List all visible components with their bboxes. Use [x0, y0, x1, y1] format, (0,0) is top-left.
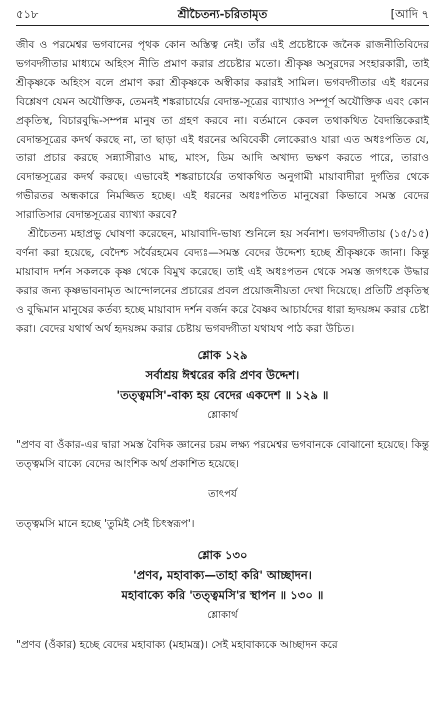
verse-130-line-2: মহাবাক্যে করি 'তত্ত্বমসি'র স্থাপন ॥ ১৩০ ॥ — [121, 588, 324, 602]
verse-129-heading: শ্লোক ১২৯ — [197, 347, 248, 362]
verse-129-purport: তত্ত্বমসি মানে হচ্ছে 'তুমিই সেই চিৎস্বরূপ'। — [16, 518, 195, 530]
verse-129-line-1: সর্বাশ্রয় ঈশ্বরের করি প্রণব উদ্দেশ। — [145, 367, 300, 382]
page-number: ৫১৮ — [16, 7, 39, 21]
verse-129-translation: "প্রণব বা ওঁকার-এর দ্বারা সমস্ত বৈদিক জ্ঞানের চরম লক্ষ্য পরমেশ্বর ভগবানকে বোঝানো হয়েছে। কিন্তু তত্ত্বমসি বাক্যে বেদের আংশিক অর্থ প্রকাশিত হয়েছে। — [16, 439, 429, 470]
chapter-reference: [আদি ৭ — [390, 7, 429, 21]
verse-129-line-2: 'তত্ত্বমসি'-বাক্য হয় বেদের একদেশ ॥ ১২৯ ॥ — [116, 388, 329, 402]
verse-130-heading: শ্লোক ১৩০ — [197, 547, 248, 562]
page-header — [16, 6, 429, 24]
verse-130-line-1: 'প্রণব, মহাবাক্য—তাহা করি' আচ্ছাদন। — [133, 567, 312, 582]
book-title: শ্রীচৈতন্য-চরিতামৃত — [177, 7, 268, 21]
verse-129-purport-label: তাৎপর্য — [208, 488, 237, 500]
purport-paragraph-1: জীব ও পরমেশ্বর ভগবানের পৃথক কোন অস্তিত্ব নেই। তাঁর এই প্রচেষ্টাকে জনৈক রাজনীতিবিদের ভগবদ্গীতার মাধ্যমে অহিংস নীতি প্রমাণ করার প্রচেষ্টার মতো। শ্রীকৃষ্ণ অসুরদের সংহারকারী, তাই শ্রীকৃষ্ণকে অহিংস বলে প্রমাণ করা শ্রীকৃষ্ণকে অস্বীকার করারই সামিল। ভগবদ্গীতার এই ধরনের বিশ্লেষণ যেমন অযৌক্তিক, তেমনই শঙ্করাচার্যের বেদান্ত-সূত্রের ব্যাখ্যাও সম্পূর্ণ অযৌক্তিক এবং কোন প্রকৃতিস্থ, বিচারবুদ্ধি-সম্পন্ন মানুষ তা গ্রহণ করবে না। বর্তমানে কেবল তথাকথিত বৈদান্তিকেরাই বেদান্তসূত্রের কদর্থ করছে না, তা ছাড়া এই ধরনের অবিবেকী লোকেরাও যারা এত অধঃপতিত যে, তারা প্রচার করছে সন্ন্যাসীরাও মাছ, মাংস, ডিম আদি অখাদ্য ভক্ষণ করতে পারে, তারাও বেদান্তসূত্রের কদর্থ করছে। এভাবেই শঙ্করাচার্যের তথাকথিত অনুগামী মায়াবাদীরা দুর্গতির থেকে গভীরতর অন্ধকারে নিমজ্জিত হচ্ছে। এই ধরনের অধঃপতিত মানুষেরা কিভাবে সমস্ত বেদের সারাতিসার বেদান্তসূত্রের ব্যাখ্যা করবে? — [16, 39, 429, 222]
purport-paragraph-2: শ্রীচৈতন্য মহাপ্রভু ঘোষণা করেছেন, মায়াবাদি-ভাষ্য শুনিলে হয় সর্বনাশ। ভগবদ্গীতায় (১৫/১৫) বর্ণনা করা হয়েছে, বেদৈশ্চ সর্বৈরহমেব বেদ্যঃ—সমস্ত বেদের উদ্দেশ্য হচ্ছে শ্রীকৃষ্ণকে জানা। কিন্তু মায়াবাদ দর্শন সকলকে কৃষ্ণ থেকে বিমুখ করেছে। তাই এই অধঃপতন থেকে সমস্ত জগৎকে উদ্ধার করার জন্য কৃষ্ণভাবনামৃত আন্দোলনের প্রচারের প্রবল প্রয়োজনীয়তা দেখা দিয়েছে। প্রতিটি প্রকৃতিস্থ ও বুদ্ধিমান মানুষের কর্তব্য হচ্ছে মায়াবাদ দর্শন বর্জন করে বৈষ্ণব আচার্যদের ধারা হৃদয়ঙ্গম করার চেষ্টা করা। বেদের যথার্থ অর্থ হৃদয়ঙ্গম করার চেষ্টায় ভগবদ্গীতা যথাযথ পাঠ করা উচিত। — [16, 228, 429, 335]
verse-129-translation-label: শ্লোকার্থ — [207, 409, 238, 421]
verse-130-translation-label: শ্লোকার্থ — [207, 609, 238, 621]
verse-130-translation: "প্রণব (ওঁকার) হচ্ছে বেদের মহাবাক্য (মহামন্ত্র)। সেই মহাবাক্যকে আচ্ছাদন করে — [16, 639, 338, 651]
header-divider — [16, 25, 429, 26]
